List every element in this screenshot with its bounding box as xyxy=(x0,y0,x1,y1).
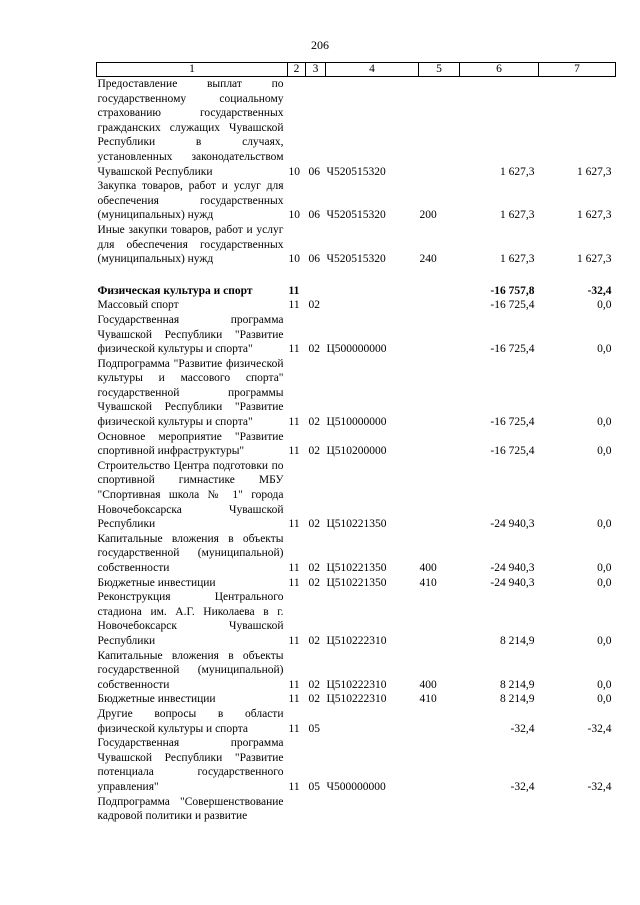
spacer-row xyxy=(97,267,616,284)
row-name: Массовый спорт xyxy=(97,299,179,312)
subsection-code: 02 xyxy=(308,576,320,589)
amount-change: 1 627,3 xyxy=(500,165,535,178)
amount-change: 1 627,3 xyxy=(500,253,535,266)
table-row xyxy=(97,298,616,313)
expense-type-code: 400 xyxy=(419,562,437,574)
target-article-code xyxy=(326,707,419,736)
section-code: 10 xyxy=(288,253,300,266)
amount-change: -16 725,4 xyxy=(490,299,535,312)
amount-change: -32,4 xyxy=(510,780,535,793)
column-header: 1 xyxy=(97,63,288,77)
expense-type-code xyxy=(419,707,460,736)
table-row xyxy=(97,692,616,707)
target-article-code: Ц510000000 xyxy=(326,416,387,429)
row-name: Капитальные вложения в объекты государственной (муниципальной) собственности xyxy=(97,532,284,574)
expense-type-code: 410 xyxy=(419,576,437,589)
subsection-code: 02 xyxy=(308,634,320,647)
section-code: 11 xyxy=(288,562,300,574)
table-row xyxy=(97,590,616,648)
row-name: Другие вопросы в области физической культуры и спорта xyxy=(97,707,284,735)
section-code: 11 xyxy=(288,343,300,356)
target-article-code: Ц510222310 xyxy=(326,634,387,647)
table-row xyxy=(97,284,616,299)
expense-type-code xyxy=(419,459,460,532)
spacer-cell xyxy=(97,267,616,284)
amount-change: -32,4 xyxy=(510,722,535,735)
section-code: 11 xyxy=(288,299,300,312)
column-header: 7 xyxy=(539,63,616,77)
amount-next: 0,0 xyxy=(597,299,612,312)
section-code xyxy=(288,795,306,824)
table-row xyxy=(97,707,616,736)
expense-type-code xyxy=(419,298,460,313)
table-row xyxy=(97,77,616,180)
row-name: Бюджетные инвестиции xyxy=(97,576,216,589)
expense-type-code xyxy=(419,313,460,357)
expense-type-code: 240 xyxy=(419,253,437,266)
amount-next: 1 627,3 xyxy=(577,165,612,178)
row-name: Физическая культура и спорт xyxy=(97,284,253,297)
section-code: 11 xyxy=(288,284,300,297)
target-article-code: Ц510221350 xyxy=(326,518,387,531)
page-number: 206 xyxy=(311,38,329,52)
row-name: Строительство Центра подготовки по спортивной гимнастике МБУ "Спортивная школа № 1" города Новочебоксарска Чувашской Республики xyxy=(97,459,284,531)
subsection-code: 02 xyxy=(308,299,320,312)
table-row xyxy=(97,313,616,357)
subsection-code: 06 xyxy=(308,165,320,178)
column-header: 5 xyxy=(419,63,460,77)
amount-next: -32,4 xyxy=(587,284,612,297)
section-code: 11 xyxy=(288,518,300,531)
row-name: Бюджетные инвестиции xyxy=(97,693,216,706)
row-name: Государственная программа Чувашской Республики "Развитие потенциала государственного управления" xyxy=(97,737,284,793)
target-article-code xyxy=(326,795,419,824)
section-code: 11 xyxy=(288,780,300,793)
target-article-code xyxy=(326,284,419,299)
expense-type-code: 410 xyxy=(419,693,437,706)
column-header: 6 xyxy=(460,63,539,77)
amount-next: 0,0 xyxy=(597,445,612,458)
subsection-code: 02 xyxy=(308,562,320,574)
amount-change: 8 214,9 xyxy=(500,678,535,691)
row-name: Подпрограмма "Совершенствование кадровой политики и развитие xyxy=(97,795,284,823)
expense-type-code xyxy=(419,736,460,794)
row-name: Капитальные вложения в объекты государственной (муниципальной) собственности xyxy=(97,649,284,691)
amount-change: -16 725,4 xyxy=(490,416,535,429)
amount-change: 8 214,9 xyxy=(500,634,535,647)
expense-type-code xyxy=(419,284,460,299)
subsection-code: 05 xyxy=(308,780,320,793)
column-number-row xyxy=(97,63,616,77)
amount-change: -16 757,8 xyxy=(490,284,535,297)
row-name: Иные закупки товаров, работ и услуг для обеспечения государственных (муниципальных) нужд xyxy=(97,223,284,266)
table-row xyxy=(97,459,616,532)
table-row xyxy=(97,430,616,459)
amount-change: -16 725,4 xyxy=(490,445,535,458)
amount-next xyxy=(539,795,616,824)
table-row xyxy=(97,357,616,430)
row-name: Подпрограмма "Развитие физической культуры и массового спорта" государственной программы Чувашской Республики "Развитие физической культуры и спорта" xyxy=(97,357,284,429)
target-article-code: Ч520515320 xyxy=(326,253,386,266)
target-article-code: Ц510222310 xyxy=(326,693,387,706)
subsection-code: 02 xyxy=(308,343,320,356)
amount-change: -16 725,4 xyxy=(490,343,535,356)
subsection-code: 06 xyxy=(308,209,320,222)
amount-next: 0,0 xyxy=(597,562,612,574)
amount-change xyxy=(460,795,539,824)
table-row xyxy=(97,649,616,693)
subsection-code: 02 xyxy=(308,693,320,706)
subsection-code: 02 xyxy=(308,518,320,531)
amount-change: 1 627,3 xyxy=(500,209,535,222)
column-header: 2 xyxy=(288,63,306,77)
section-code: 11 xyxy=(288,722,300,735)
row-name: Закупка товаров, работ и услуг для обеспечения государственных (муниципальных) нужд xyxy=(97,180,284,222)
amount-next: 1 627,3 xyxy=(577,209,612,222)
table-row xyxy=(97,576,616,591)
amount-next: 0,0 xyxy=(597,678,612,691)
row-name: Реконструкция Центрального стадиона им. А.Г. Николаева в г. Новочебоксарск Чувашской Республики xyxy=(97,591,284,647)
amount-next: 0,0 xyxy=(597,634,612,647)
table-row xyxy=(97,736,616,794)
subsection-code xyxy=(306,284,326,299)
section-code: 11 xyxy=(288,693,300,706)
expense-type-code xyxy=(419,357,460,430)
table-row xyxy=(97,532,616,576)
target-article-code xyxy=(326,298,419,313)
section-code: 10 xyxy=(288,165,300,178)
amount-next: 0,0 xyxy=(597,576,612,589)
expense-type-code xyxy=(419,77,460,180)
amount-change: 8 214,9 xyxy=(500,693,535,706)
section-code: 11 xyxy=(288,416,300,429)
amount-next: 1 627,3 xyxy=(577,253,612,266)
amount-next: -32,4 xyxy=(587,780,612,793)
subsection-code xyxy=(306,795,326,824)
target-article-code: Ц510221350 xyxy=(326,576,387,589)
target-article-code: Ц500000000 xyxy=(326,343,387,356)
amount-next: 0,0 xyxy=(597,343,612,356)
amount-change: -24 940,3 xyxy=(490,518,535,531)
expense-type-code: 200 xyxy=(419,209,437,222)
row-name: Основное мероприятие "Развитие спортивной инфраструктуры" xyxy=(97,430,284,458)
amount-next: -32,4 xyxy=(587,722,612,735)
expense-type-code xyxy=(419,430,460,459)
amount-next: 0,0 xyxy=(597,518,612,531)
target-article-code: Ч500000000 xyxy=(326,780,386,793)
subsection-code: 06 xyxy=(308,253,320,266)
table-row xyxy=(97,795,616,824)
amount-next: 0,0 xyxy=(597,693,612,706)
target-article-code: Ц510222310 xyxy=(326,678,387,691)
column-header: 4 xyxy=(326,63,419,77)
budget-table xyxy=(96,62,616,824)
section-code: 11 xyxy=(288,576,300,589)
expense-type-code xyxy=(419,590,460,648)
row-name: Государственная программа Чувашской Республики "Развитие физической культуры и спорта" xyxy=(97,313,284,356)
column-header: 3 xyxy=(306,63,326,77)
amount-change: -24 940,3 xyxy=(490,562,535,574)
subsection-code: 02 xyxy=(308,416,320,429)
section-code: 11 xyxy=(288,634,300,647)
row-name: Предоставление выплат по государственному социальному страхованию государственных гражданских служащих Чувашской Республики в случаях, установленных законодательством Чувашской Республики xyxy=(97,78,284,178)
target-article-code: Ц510200000 xyxy=(326,445,387,458)
target-article-code: Ч520515320 xyxy=(326,165,386,178)
target-article-code: Ч520515320 xyxy=(326,209,386,222)
amount-next: 0,0 xyxy=(597,416,612,429)
section-code: 10 xyxy=(288,209,300,222)
section-code: 11 xyxy=(288,678,300,691)
expense-type-code xyxy=(419,795,460,824)
section-code: 11 xyxy=(288,445,300,458)
subsection-code: 02 xyxy=(308,445,320,458)
table-row xyxy=(97,223,616,267)
table-row xyxy=(97,179,616,223)
subsection-code: 05 xyxy=(308,722,320,735)
target-article-code: Ц510221350 xyxy=(326,562,387,574)
expense-type-code: 400 xyxy=(419,678,437,691)
subsection-code: 02 xyxy=(308,678,320,691)
amount-change: -24 940,3 xyxy=(490,576,535,589)
